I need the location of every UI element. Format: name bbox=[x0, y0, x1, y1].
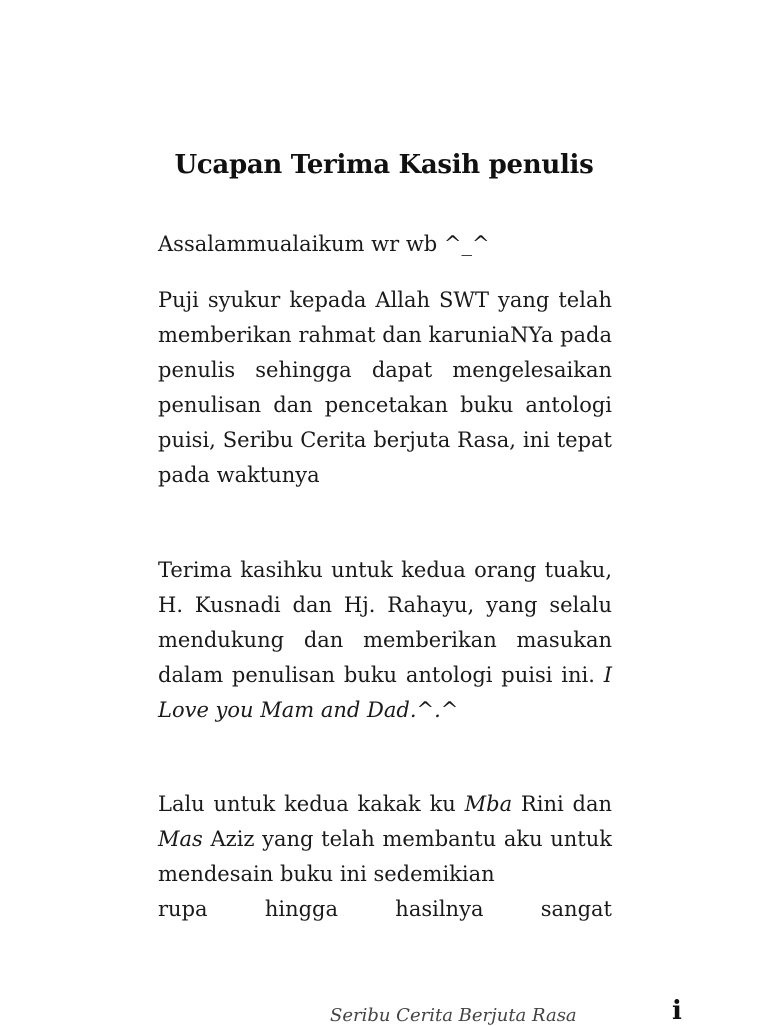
paragraph-siblings-mas: Mas bbox=[158, 827, 203, 851]
greeting-text: Assalammualaikum wr wb ^_^ bbox=[158, 232, 490, 256]
paragraph-parents-emphasis: I Love you Mam and Dad.^.^ bbox=[158, 663, 612, 722]
paragraph-siblings-text-2: Rini dan bbox=[512, 792, 612, 816]
page-number: i bbox=[672, 996, 682, 1026]
paragraph-siblings-text-1: Lalu untuk kedua kakak ku bbox=[158, 792, 465, 816]
paragraph-siblings-mba: Mba bbox=[464, 792, 513, 816]
paragraph-thanks-siblings bbox=[158, 787, 612, 927]
paragraph-thanks-parents bbox=[158, 553, 612, 728]
page-title: Ucapan Terima Kasih penulis bbox=[174, 150, 594, 180]
footer-book-title: Seribu Cerita Berjuta Rasa bbox=[330, 1005, 577, 1026]
paragraph-siblings-text-3: Aziz yang telah membantu aku untuk mendesain buku ini sedemikian bbox=[158, 827, 612, 886]
paragraph-thanks-god: Puji syukur kepada Allah SWT yang telah memberikan rahmat dan karuniaNYa pada penulis sehingga dapat mengelesaikan penulisan dan pencetakan buku antologi puisi, Seribu Cerita berjuta Rasa, ini tepat pada waktunya bbox=[158, 288, 612, 487]
paragraph-siblings-last-line: rupa hingga hasilnya sangat bbox=[158, 897, 612, 921]
paragraph-parents-text: Terima kasihku untuk kedua orang tuaku, H. Kusnadi dan Hj. Rahayu, yang selalu mendukung dan memberikan masukan dalam penulisan buku antologi puisi ini. bbox=[158, 558, 612, 687]
